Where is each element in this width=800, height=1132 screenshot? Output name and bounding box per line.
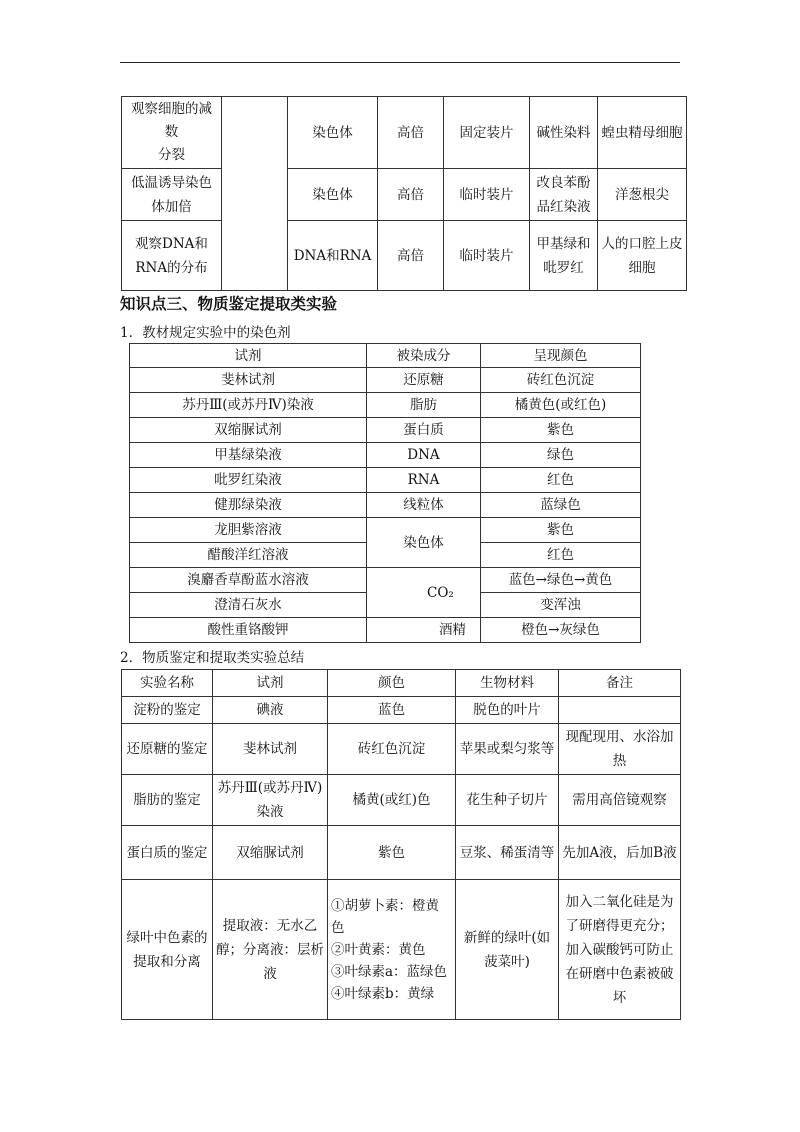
slide-type: 临时装片 <box>444 169 530 221</box>
color-cell: 蓝色 <box>328 697 456 724</box>
table-row <box>122 221 687 291</box>
component-cell: 还原糖 <box>367 368 481 393</box>
reagent-cell: 甲基绿染液 <box>130 443 367 468</box>
experiment-name: 观察细胞的减数 分裂 <box>122 97 222 169</box>
section-heading: 知识点三、物质鉴定提取类实验 <box>120 295 338 313</box>
table-row <box>130 618 641 643</box>
column-header: 生物材料 <box>456 670 559 697</box>
slide-type: 固定装片 <box>444 97 530 169</box>
reagent-cell: 苏丹Ⅲ(或苏丹Ⅳ)染液 <box>130 393 367 418</box>
column-header: 备注 <box>559 670 681 697</box>
color-cell: 砖红色沉淀 <box>481 368 641 393</box>
color-cell: 橙色→灰绿色 <box>481 618 641 643</box>
pigment-colors-cell <box>328 880 456 1020</box>
table-header-row <box>130 344 641 368</box>
reagent-cell: 苏丹Ⅲ(或苏丹Ⅳ)染液 <box>213 775 328 826</box>
slide-type: 临时装片 <box>444 221 530 291</box>
component-cell: 蛋白质 <box>367 418 481 443</box>
color-cell: 橘黄色(或红色) <box>481 393 641 418</box>
empty-cell <box>222 97 288 291</box>
observe-object: 染色体 <box>288 97 378 169</box>
observe-object: 染色体 <box>288 169 378 221</box>
table-row <box>122 826 681 880</box>
pigment-line: ③叶绿素a：蓝绿色 <box>331 963 448 980</box>
column-header: 试剂 <box>130 344 367 368</box>
material-cell: 苹果或梨匀浆等 <box>456 724 559 775</box>
microscope-experiments-table <box>121 96 687 291</box>
color-cell: 变浑浊 <box>481 593 641 618</box>
material-cell: 花生种子切片 <box>456 775 559 826</box>
table-row <box>130 493 641 518</box>
material: 蝗虫精母细胞 <box>598 97 687 169</box>
stain-reagent-table <box>129 343 641 643</box>
reagent-cell: 斐林试剂 <box>130 368 367 393</box>
component-cell: RNA <box>367 468 481 493</box>
table-row <box>130 443 641 468</box>
component-cell: CO₂ <box>367 568 481 618</box>
table-header-row <box>122 670 681 697</box>
color-cell: 紫色 <box>481 518 641 543</box>
table-row <box>122 775 681 826</box>
column-header: 试剂 <box>213 670 328 697</box>
component-cell: 酒精 <box>367 618 481 643</box>
experiment-name: 淀粉的鉴定 <box>122 697 213 724</box>
color-cell: 砖红色沉淀 <box>328 724 456 775</box>
experiment-name: 蛋白质的鉴定 <box>122 826 213 880</box>
table-row <box>130 468 641 493</box>
material-cell: 豆浆、稀蛋清等 <box>456 826 559 880</box>
material: 人的口腔上皮细胞 <box>598 221 687 291</box>
table-row <box>130 568 641 593</box>
column-header: 实验名称 <box>122 670 213 697</box>
note-cell <box>559 697 681 724</box>
observe-object: DNA和RNA <box>288 221 378 291</box>
experiment-name: 绿叶中色素的提取和分离 <box>122 880 213 1020</box>
magnification: 高倍 <box>378 97 444 169</box>
pigment-line: ②叶黄素：黄色 <box>331 941 426 958</box>
pigment-line: ④叶绿素b：黄绿 <box>331 985 435 1002</box>
color-cell: 紫色 <box>481 418 641 443</box>
color-cell: 蓝色→绿色→黄色 <box>481 568 641 593</box>
pigment-line: ①胡萝卜素：橙黄色 <box>331 897 439 936</box>
experiment-name: 还原糖的鉴定 <box>122 724 213 775</box>
column-header: 颜色 <box>328 670 456 697</box>
table-row <box>122 724 681 775</box>
component-cell: 线粒体 <box>367 493 481 518</box>
color-cell: 橘黄(或红)色 <box>328 775 456 826</box>
reagent-cell: 吡罗红染液 <box>130 468 367 493</box>
subsection-title-1: 1．教材规定实验中的染色剂 <box>120 325 291 341</box>
column-header: 呈现颜色 <box>481 344 641 368</box>
experiment-name: 观察DNA和RNA的分布 <box>122 221 222 291</box>
table-row <box>122 880 681 1020</box>
identification-summary-table <box>121 669 681 1020</box>
reagent-cell: 健那绿染液 <box>130 493 367 518</box>
table-row <box>130 418 641 443</box>
component-cell: 脂肪 <box>367 393 481 418</box>
table-row <box>130 393 641 418</box>
magnification: 高倍 <box>378 221 444 291</box>
table-row <box>130 518 641 543</box>
note-cell: 需用高倍镜观察 <box>559 775 681 826</box>
reagent-cell: 澄清石灰水 <box>130 593 367 618</box>
stain: 甲基绿和吡罗红 <box>530 221 598 291</box>
component-cell: DNA <box>367 443 481 468</box>
material-cell: 脱色的叶片 <box>456 697 559 724</box>
subsection-title-2: 2．物质鉴定和提取类实验总结 <box>120 650 305 666</box>
component-cell: 染色体 <box>367 518 481 568</box>
reagent-cell: 提取液：无水乙醇；分离液：层析液 <box>213 880 328 1020</box>
experiment-name: 低温诱导染色体加倍 <box>122 169 222 221</box>
stain: 碱性染料 <box>530 97 598 169</box>
table-row <box>122 169 687 221</box>
table-row <box>122 97 687 169</box>
magnification: 高倍 <box>378 169 444 221</box>
color-cell: 红色 <box>481 543 641 568</box>
color-cell: 绿色 <box>481 443 641 468</box>
table-row <box>130 368 641 393</box>
reagent-cell: 双缩脲试剂 <box>130 418 367 443</box>
reagent-cell: 溴麝香草酚蓝水溶液 <box>130 568 367 593</box>
experiment-name: 脂肪的鉴定 <box>122 775 213 826</box>
note-cell: 加入二氧化硅是为了研磨得更充分；加入碳酸钙可防止在研磨中色素被破坏 <box>559 880 681 1020</box>
reagent-cell: 龙胆紫溶液 <box>130 518 367 543</box>
reagent-cell: 酸性重铬酸钾 <box>130 618 367 643</box>
color-cell: 红色 <box>481 468 641 493</box>
note-cell: 现配现用、水浴加热 <box>559 724 681 775</box>
material-cell: 新鲜的绿叶(如菠菜叶) <box>456 880 559 1020</box>
note-cell: 先加A液，后加B液 <box>559 826 681 880</box>
table-row <box>122 697 681 724</box>
header-rule <box>120 62 680 63</box>
reagent-cell: 双缩脲试剂 <box>213 826 328 880</box>
column-header: 被染成分 <box>367 344 481 368</box>
reagent-cell: 斐林试剂 <box>213 724 328 775</box>
color-cell: 紫色 <box>328 826 456 880</box>
reagent-cell: 碘液 <box>213 697 328 724</box>
reagent-cell: 醋酸洋红溶液 <box>130 543 367 568</box>
material: 洋葱根尖 <box>598 169 687 221</box>
stain: 改良苯酚品红染液 <box>530 169 598 221</box>
color-cell: 蓝绿色 <box>481 493 641 518</box>
